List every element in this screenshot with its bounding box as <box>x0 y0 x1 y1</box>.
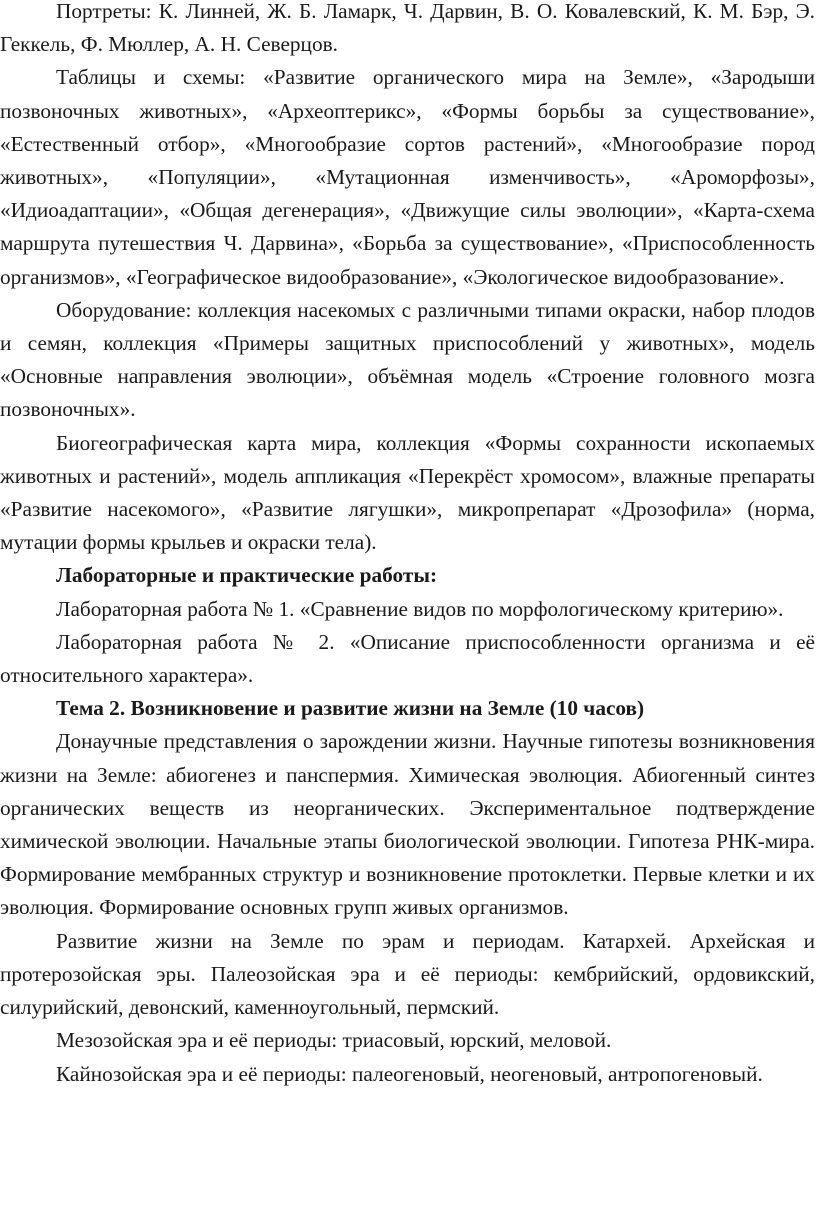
topic-2-heading: Тема 2. Возникновение и развитие жизни на Земле (10 часов) <box>56 696 645 721</box>
eras-paragraph: Развитие жизни на Земле по эрам и периодам. Катархей. Архейская и протерозойская эры. Палеозойская эра и её периоды: кембрийский, ордовикский, силурийский, девонский, каменноугольный, пермский. <box>0 928 815 1020</box>
tables-paragraph: Таблицы и схемы: «Развитие органического мира на Земле», «Зародыши позвоночных животных», «Археоптерикс», «Формы борьбы за существование», «Естественный отбор», «Многообразие сортов растений», «Многообразие пород животных», «Популяции», «Мутационная изменчивость», «Ароморфозы», «Идиоадаптации», «Общая дегенерация», «Движущие силы эволюции», «Карта-схема маршрута путешествия Ч. Дарвина», «Борьба за существование», «Приспособленность организмов», «Географическое видообразование», «Экологическое видообразование». <box>0 65 815 289</box>
lab-work-1: Лабораторная работа № 1. «Сравнение видов по морфологическому критерию». <box>56 596 784 621</box>
cenozoic-paragraph: Кайнозойская эра и её периоды: палеогеновый, неогеновый, антропогеновый. <box>56 1061 763 1086</box>
mesozoic-paragraph: Мезозойская эра и её периоды: триасовый, юрский, меловой. <box>56 1028 612 1053</box>
origin-of-life-paragraph: Донаучные представления о зарождении жизни. Научные гипотезы возникновения жизни на Земле: абиогенез и панспермия. Химическая эволюция. Абиогенный синтез органических веществ из неорганических. Экспериментальное подтверждение химической эволюции. Начальные этапы биологической эволюции. Гипотеза РНК-мира. Формирование мембранных структур и возникновение протоклетки. Первые клетки и их эволюция. Формирование основных групп живых организмов. <box>0 729 815 920</box>
portraits-paragraph: Портреты: К. Линней, Ж. Б. Ламарк, Ч. Дарвин, В. О. Ковалевский, К. М. Бэр, Э. Геккель, Ф. Мюллер, А. Н. Северцов. <box>0 0 815 57</box>
lab-works-heading: Лабораторные и практические работы: <box>56 563 438 588</box>
lab-work-2: Лабораторная работа № 2. «Описание приспособленности организма и её относительного характера». <box>0 629 815 688</box>
equipment-paragraph: Оборудование: коллекция насекомых с различными типами окраски, набор плодов и семян, коллекция «Примеры защитных приспособлений у животных», модель «Основные направления эволюции», объёмная модель «Строение головного мозга позвоночных». <box>0 297 815 422</box>
map-paragraph: Биогеографическая карта мира, коллекция «Формы сохранности ископаемых животных и растений», модель аппликация «Перекрёст хромосом», влажные препараты «Развитие насекомого», «Развитие лягушки», микропрепарат «Дрозофила» (норма, мутации формы крыльев и окраски тела). <box>0 430 815 555</box>
